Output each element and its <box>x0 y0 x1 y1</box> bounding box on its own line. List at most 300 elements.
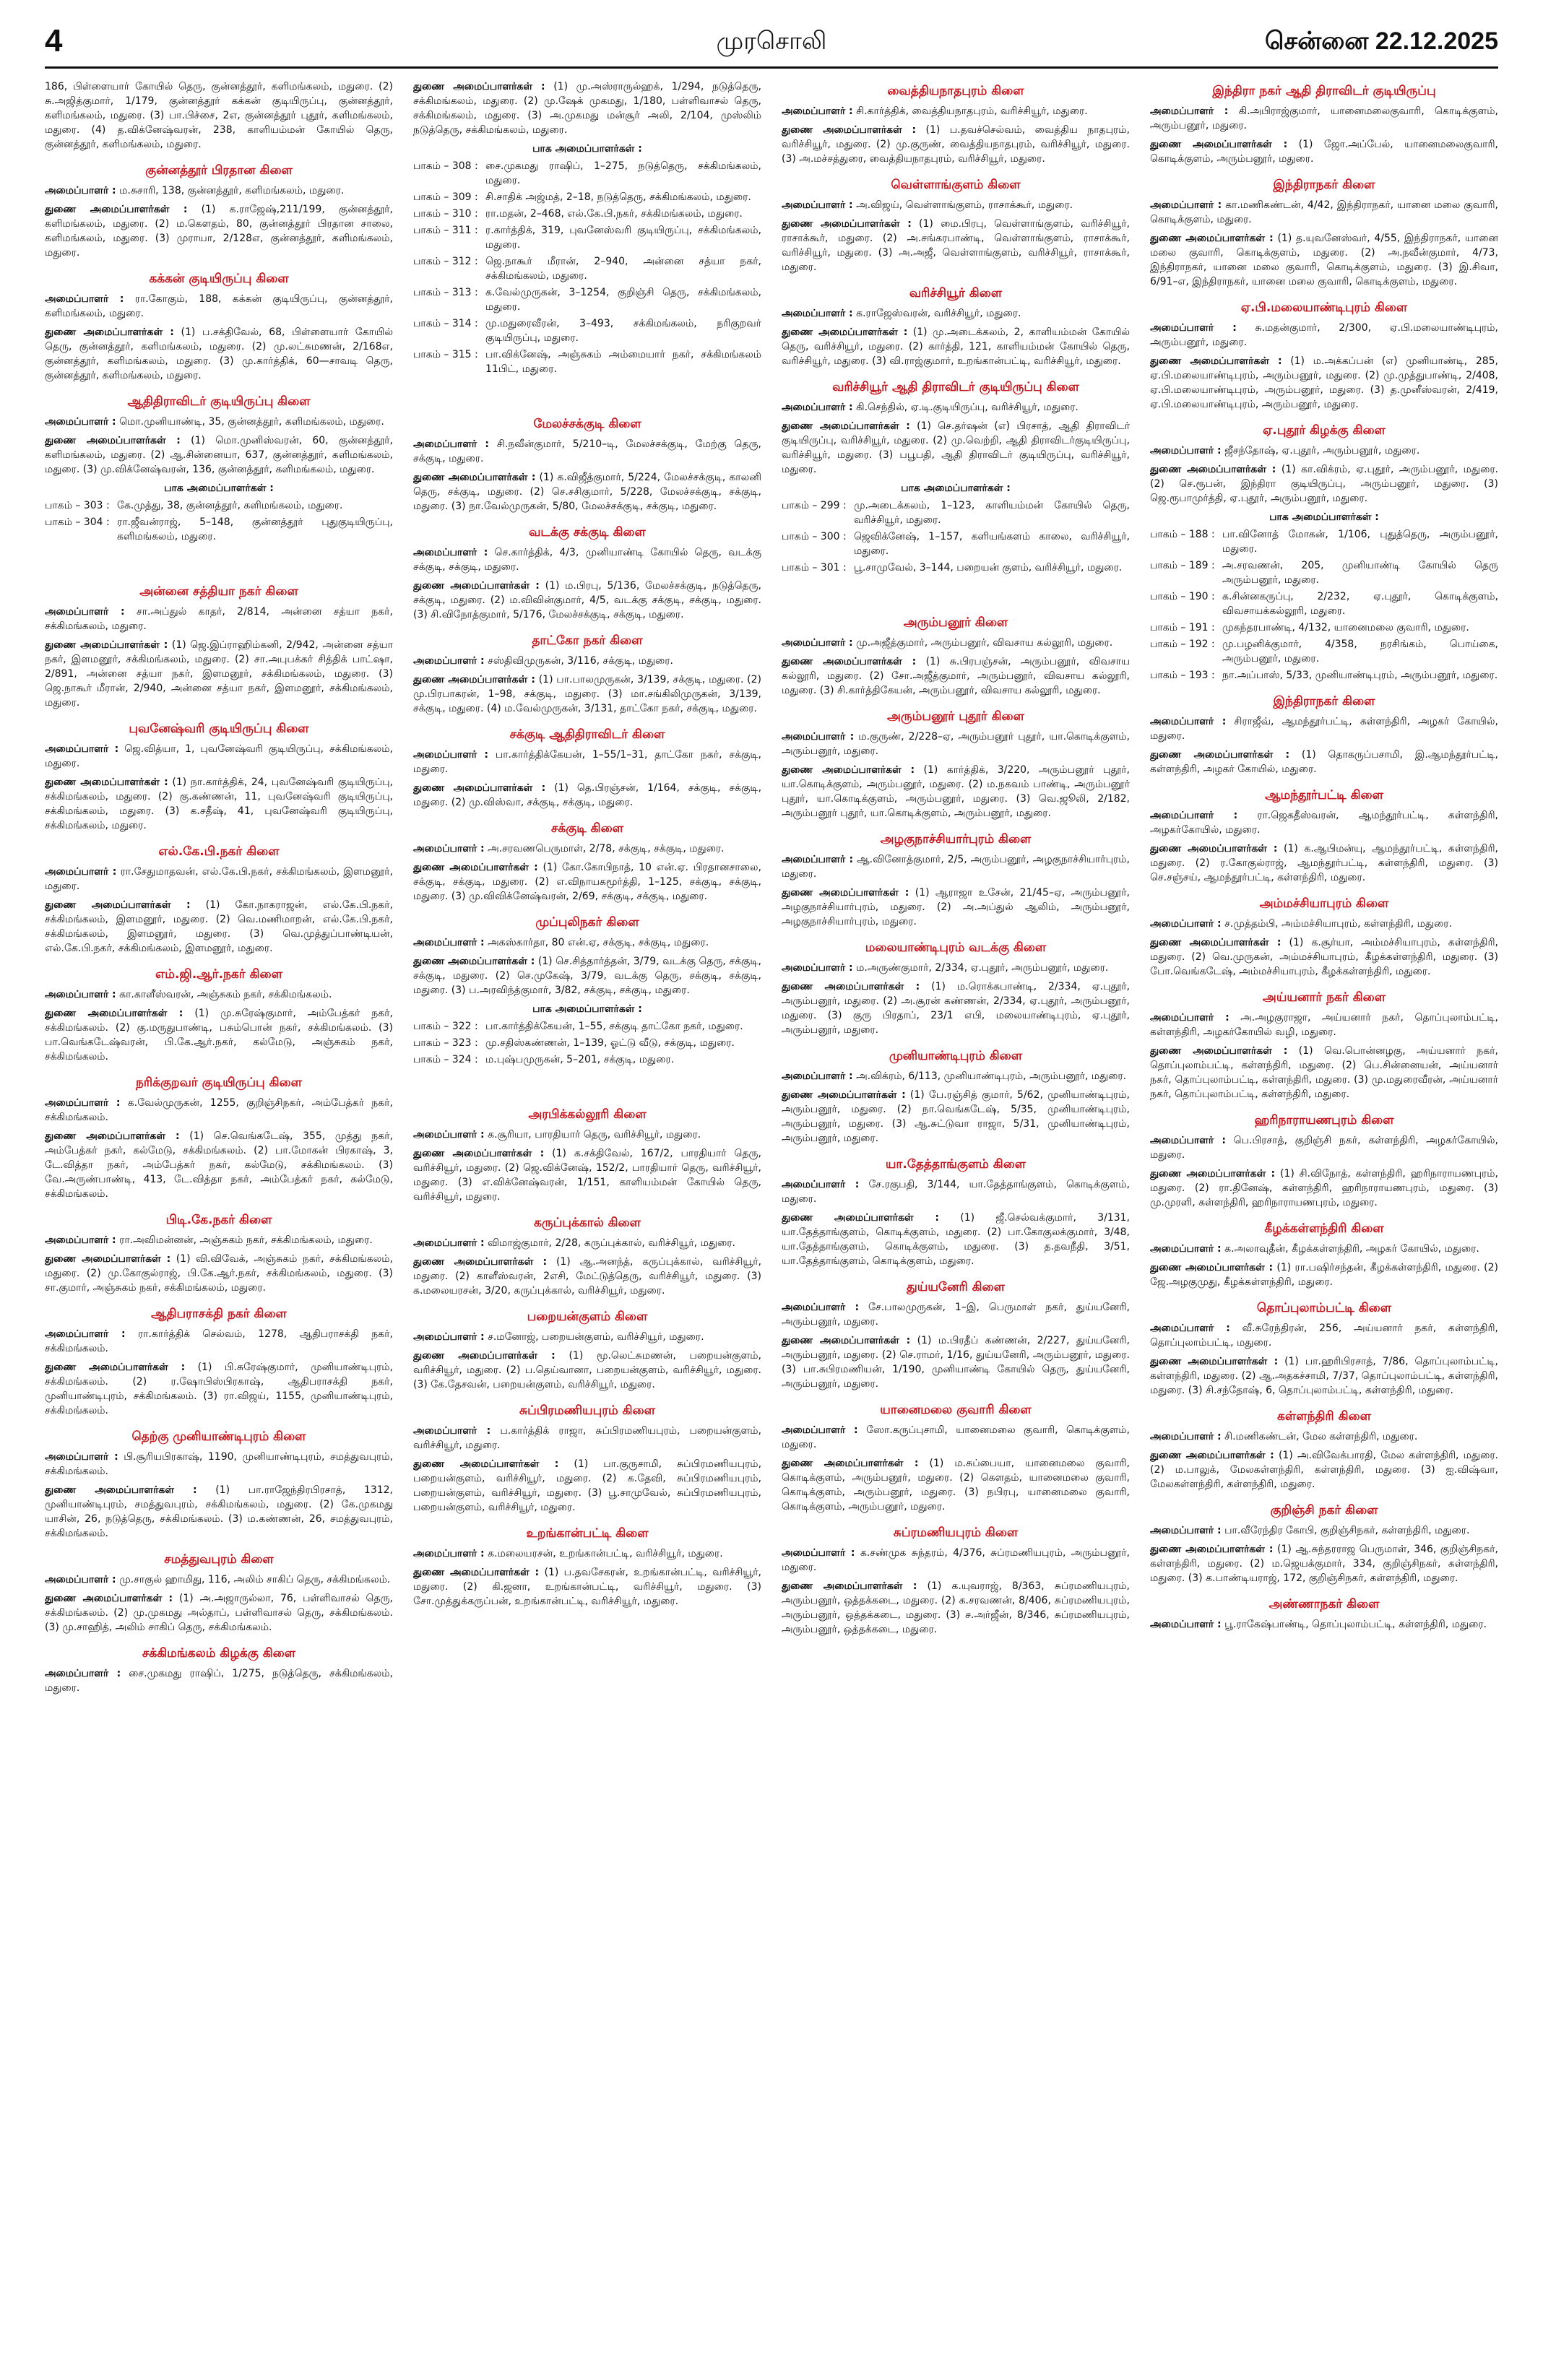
member-details: (1) செ.வெங்கடேஷ், 355, முத்து நகர், அம்பேத்கர் நகர், கல்மேடு, சக்கிமங்கலம். (2) பா.மோகன் பிரகாஷ், 3, டே.வித்தா நகர், அம்பேத்கர் நகர், கல்மேடு, சக்கிமங்கலம். (3) வே.அருண்பாண்டி, 413, டே.வித்தா நகர், அம்பேத்கர் நகர், கல்மேடு, சக்கிமங்கலம். <box>45 1130 393 1200</box>
office-bearer-entry <box>45 1233 393 1247</box>
office-bearer-entry <box>45 1483 393 1541</box>
role-label: அமைப்பாளர் : <box>413 749 488 761</box>
role-label: துணை அமைப்பாளர்கள் : <box>45 1008 183 1019</box>
role-label: அமைப்பாளர் : <box>782 1070 853 1082</box>
role-label: துணை அமைப்பாளர்கள் : <box>413 81 545 92</box>
office-bearer-entry <box>413 1255 761 1298</box>
role-label: அமைப்பாளர் : <box>1150 105 1229 117</box>
office-bearer-entry <box>45 742 393 771</box>
continued-text: 186, பிள்ளையார் கோயில் தெரு, குன்னத்தூர், களிமங்கலம், மதுரை. (2) சு.அஜித்குமார், 1/179, குன்னத்தூர் கக்கன் குடியிருப்பு, குன்னத்தூர், களிமங்கலம், மதுரை. (3) பா.பிச்சை, 2எ, குன்னத்தூர் புதூர், களிமங்கலம், மதுரை. (4) த.விக்னேஷ்வரன், 238, காளியம்மன் கோயில் தெரு, குன்னத்தூர், களிமங்கலம், மதுரை. <box>45 81 393 150</box>
branch-block <box>1150 176 1498 289</box>
branch-heading: முனியாண்டிபுரம் கிளை <box>889 1049 1023 1063</box>
member-details: க.சண்முக சுந்தரம், 4/376, சுப்ரமணியபுரம், அரும்பனூர், மதுரை. <box>782 1547 1130 1573</box>
member-details: ஜெ.வித்யா, 1, புவனேஷ்வரி குடியிருப்பு, சக்கிமங்கலம், மதுரை. <box>45 743 393 769</box>
office-bearer-entry <box>782 730 1130 758</box>
role-label: துணை அமைப்பாளர்கள் : <box>782 764 915 776</box>
office-bearer-entry <box>45 865 393 893</box>
role-label: துணை அமைப்பாளர்கள் : <box>413 1458 559 1470</box>
branch-heading: அய்யனார் நகர் கிளை <box>1262 990 1386 1005</box>
member-details: வீ.சுரேந்திரன், 256, அய்யனார் நகர், கள்ளந்திரி, தொப்புலாம்பட்டி, மதுரை. <box>1150 1323 1498 1349</box>
role-label: துணை அமைப்பாளர்கள் : <box>782 218 912 230</box>
role-label: அமைப்பாளர் : <box>1150 322 1237 334</box>
branch-block <box>1150 1596 1498 1632</box>
member-details: கி.செந்தில், ஏ.டி.குடியிருப்பு, வரிச்சியூர், மதுரை. <box>856 402 1079 413</box>
branch-heading: வைத்தியநாதபுரம் கிளை <box>887 84 1024 98</box>
role-label: துணை அமைப்பாளர்கள் : <box>45 1253 171 1265</box>
header-rule <box>45 66 1498 69</box>
member-details: க.சூரியா, பாரதியார் தெரு, வரிச்சியூர், மதுரை. <box>488 1129 701 1141</box>
role-label: துணை அமைப்பாளர்கள் : <box>1150 937 1281 948</box>
member-details: க.மலையரசன், உறங்கான்பட்டி, வரிச்சியூர், மதுரை. <box>488 1548 723 1559</box>
role-label: அமைப்பாளர் : <box>45 1097 121 1109</box>
member-details: (1) ம.பிரபு, 5/136, மேலச்சக்குடி, நடுத்தெரு, சக்குடி, மதுரை. (2) ம.விவின்குமார், 4/5, வடக்கு சக்குடி, சக்குடி, மதுரை. (3) சி.விநோத்குமார், 5/176, மேலச்சக்குடி, சக்குடி, மதுரை. <box>413 580 761 620</box>
ward-number: பாகம் – 188 : <box>1150 529 1215 540</box>
column-spacer <box>413 386 761 412</box>
branch-block <box>1150 1408 1498 1492</box>
ward-organisers-heading: பாக அமைப்பாளர்கள் : <box>532 143 642 155</box>
role-label: அமைப்பாளர் : <box>1150 199 1222 211</box>
article-columns <box>45 79 1498 2362</box>
ward-organiser: ஜெ.நாகூர் மீரான், 2–940, அன்னை சத்யா நகர், சக்கிமங்கலம், மதுரை. <box>485 256 761 282</box>
role-label: அமைப்பாளர் : <box>45 866 117 878</box>
office-bearer-entry <box>1150 321 1498 350</box>
role-label: அமைப்பாளர் : <box>45 989 116 1000</box>
branch-heading: ஆதிதிராவிடர் குடியிருப்பு கிளை <box>127 394 311 409</box>
member-details: சஸ்திவிமுருகன், 3/116, சக்குடி, மதுரை. <box>488 655 673 667</box>
newspaper-title: முரசொலி <box>716 27 827 56</box>
member-details: ஸோ.கருப்புசாமி, யானைமலை குவாரி, கொடிக்குளம், மதுரை. <box>782 1424 1130 1450</box>
branch-heading: சுப்பிரமணியபுரம் கிளை <box>519 1403 655 1418</box>
ward-number: பாகம் – 323 : <box>413 1037 478 1049</box>
role-label: துணை அமைப்பாளர்கள் : <box>782 326 908 338</box>
ward-organiser: ரா.மதன், 2–468, எல்.கே.பி.நகர், சக்கிமங்கலம், மதுரை. <box>485 208 743 220</box>
role-label: துணை அமைப்பாளர்கள் : <box>782 1089 906 1101</box>
office-bearer-entry <box>782 852 1130 881</box>
column-spacer <box>782 585 1130 611</box>
ward-entry <box>413 1019 761 1034</box>
role-label: அமைப்பாளர் : <box>1150 810 1238 821</box>
branch-heading: பறையன்குளம் கிளை <box>527 1310 648 1324</box>
masthead <box>45 20 1498 62</box>
branch-block <box>45 1074 393 1201</box>
ward-number: பாகம் – 309 : <box>413 191 478 203</box>
branch-heading: யா.தேத்தாங்குளம் கிளை <box>885 1157 1026 1172</box>
branch-heading: கள்ளந்திரி கிளை <box>1277 1409 1371 1424</box>
column-spacer <box>413 1077 761 1103</box>
branch-block <box>413 524 761 622</box>
office-bearer-entry <box>413 672 761 716</box>
office-bearer-entry <box>782 325 1130 368</box>
branch-block <box>413 726 761 810</box>
role-label: துணை அமைப்பாளர்கள் : <box>413 674 535 685</box>
member-details: (1) கா.விக்ரம், ஏ.புதூர், அரும்பனூர், மதுரை. (2) செ.ரூபன், இந்திரா குடியிருப்பு, அரும்பனூர், மதுரை. (3) ஜெ.ரூபாமுர்த்தி, ஏ.புதூர், அரும்பனூர், மதுரை. <box>1150 464 1498 504</box>
role-label: துணை அமைப்பாளர்கள் : <box>413 862 538 873</box>
branch-block <box>413 1214 761 1298</box>
member-details: மு.சாகுல் ஹாமிது, 116, அலிம் சாகிப் தெரு, சக்கிமங்கலம். <box>119 1574 391 1585</box>
office-bearer-entry <box>1150 1429 1498 1444</box>
ward-organiser: பா.விக்னேஷ், அஞ்சுகம் அம்மையார் நகர், சக்கிமங்கலம் 11பிட், மதுரை. <box>485 349 761 375</box>
branch-heading: எம்.ஜி.ஆர்.நகர் கிளை <box>155 967 282 982</box>
role-label: துணை அமைப்பாளர்கள் : <box>413 580 540 592</box>
office-bearer-entry <box>1150 935 1498 979</box>
ward-number: பாகம் – 191 : <box>1150 622 1215 633</box>
ward-organisers-heading: பாக அமைப்பாளர்கள் : <box>901 483 1011 494</box>
ward-organiser: பூ.சாமுவேல், 3–144, பறையன் குளம், வரிச்சியூர், மதுரை. <box>854 562 1123 574</box>
member-details: (1) ஜெ.இப்ராஹிம்கனி, 2/942, அன்னை சத்யா நகர், இளமனூர், சக்கிமங்கலம், மதுரை. (2) சா.அபுபக்கர் சித்திக் பாட்ஷா, 2/891, அன்னை சத்யா நகர், இளமனூர், சக்கிமங்கலம், மதுரை. (3) ஜெ.நாகூர் மீரான், 2/940, அன்னை சத்யா நகர், இளமனூர், சக்கிமங்கலம், மதுரை. <box>45 639 393 709</box>
office-bearer-entry <box>782 1211 1130 1268</box>
branch-heading: சமத்துவபுரம் கிளை <box>164 1552 274 1567</box>
office-bearer-entry <box>1150 137 1498 166</box>
branch-block <box>1150 989 1498 1102</box>
branch-block <box>782 285 1130 368</box>
role-label: அமைப்பாளர் : <box>413 438 490 450</box>
office-bearer-entry <box>782 123 1130 166</box>
branch-block <box>782 614 1130 698</box>
office-bearer-entry <box>782 1177 1130 1206</box>
member-details: (1) தொகருப்பசாமி, இ.ஆமந்தூர்பட்டி, கள்ளந்திரி, அழகர் கோயில், மதுரை. <box>1150 749 1498 775</box>
member-details: ரா.ஜெகதீஸ்வரன், ஆமந்தூர்பட்டி, கள்ளந்திரி, அழகர்கோயில், மதுரை. <box>1150 810 1498 836</box>
member-details: (1) சி.விநோத், கள்ளந்திரி, ஹரிநாராயணபுரம், மதுரை. (2) ரா.தினேஷ், கள்ளந்திரி, ஹரிநாராயணபுரம், மதுரை. (3) மு.முரளி, கள்ளந்திரி, ஹரிநாராயணபுரம், மதுரை. <box>1150 1168 1498 1208</box>
branch-block <box>45 1211 393 1295</box>
ward-number: பாகம் – 322 : <box>413 1021 478 1032</box>
member-details: கா.காளீஸ்வரன், அஞ்சுகம் நகர், சக்கிமங்கலம். <box>119 989 332 1000</box>
member-details: சு.மதன்குமார், 2/300, ஏ.பி.மலையாண்டிபுரம், அரும்பனூர், மதுரை. <box>1150 322 1498 348</box>
ward-organiser: மு.பழனிக்குமார், 4/358, நரசிங்கம், பொய்கை, அரும்பனூர், மதுரை. <box>1222 639 1498 665</box>
role-label: அமைப்பாளர் : <box>45 1574 116 1585</box>
branch-heading: வடக்கு சக்குடி கிளை <box>529 525 646 540</box>
member-details: (1) ம.ரொக்கபாண்டி, 2/334, ஏ.புதூர், அரும்பனூர், மதுரை. (2) அ.சூரன் கண்ணன், 2/334, ஏ.புதூர், அரும்பனூர், மதுரை. (3) குரு பிரதாப், 23/1 எபி, மலையாண்டிபுரம், ஏ.புதூர், அரும்பனூர், மதுரை. <box>782 981 1130 1036</box>
office-bearer-entry <box>413 1146 761 1204</box>
role-label: அமைப்பாளர் : <box>782 308 853 319</box>
office-bearer-entry <box>413 1128 761 1142</box>
office-bearer-entry <box>413 654 761 668</box>
ward-organiser: மு.அடைக்கலம், 1–123, காளியம்மன் கோயில் தெரு, வரிச்சியூர், மதுரை. <box>854 500 1130 526</box>
role-label: துணை அமைப்பாளர்கள் : <box>413 1148 545 1159</box>
member-details: பெ.பிரசாத், குறிஞ்சி நகர், கள்ளந்திரி, அழகர்கோயில், மதுரை. <box>1150 1135 1498 1161</box>
member-details: மு.அஜீத்குமார், அரும்பனூர், விவசாய கல்லூரி, மதுரை. <box>856 637 1113 649</box>
branch-block <box>45 583 393 710</box>
office-bearer-entry <box>45 1006 393 1064</box>
branch-heading: சக்கிமங்கலம் கிழக்கு கிளை <box>142 1646 296 1661</box>
branch-block <box>413 1308 761 1392</box>
member-details: சே.ரகுபதி, 3/144, யா.தேத்தாங்குளம், கொடிக்குளம், மதுரை. <box>782 1179 1130 1205</box>
office-bearer-entry <box>413 545 761 574</box>
member-details: (1) க.விஜீத்குமார், 5/224, மேலச்சக்குடி, காலனி தெரு, சக்குடி, மதுரை. (2) செ.சசிகுமார், 5/228, மேலச்சக்குடி, சக்குடி, மதுரை. (3) நா.வேல்முருகன், 5/80, மேலச்சக்குடி, சக்குடி, மதுரை. <box>413 472 761 512</box>
member-details: (1) க.சக்திவேல், 167/2, பாரதியார் தெரு, வரிச்சியூர், மதுரை. (2) ஜெ.விக்னேஷ், 152/2, பாரதியார் தெரு, வரிச்சியூர், மதுரை. (3) எ.விக்னேஷ்வரன், 1/151, காளியம்மன் கோயில் தெரு, வரிச்சியூர், மதுரை. <box>413 1148 761 1203</box>
office-bearer-entry <box>45 1666 393 1695</box>
ward-organiser: ர.கார்த்திக், 319, புவனேஸ்வரி குடியிருப்பு, சக்கிமங்கலம், மதுரை. <box>485 225 761 251</box>
branch-heading: இந்திராநகர் கிளை <box>1273 178 1375 192</box>
member-details: (1) கோ.நாகராஜன், எல்.கே.பி.நகர், சக்கிமங்கலம், இளமனூர், மதுரை. (2) வெ.மணிமாறன், எல்.கே.பி.நகர், சக்கிமங்கலம், இளமனூர், மதுரை. (3) வெ.முத்துப்பாண்டியன், எல்.கே.பி.நகர், சக்கிமங்கலம், இளமனூர், மதுரை. <box>45 899 393 954</box>
branch-block <box>782 378 1130 575</box>
member-details: (1) பா.பாலமுருகன், 3/139, சக்குடி, மதுரை. (2) மு.பிரபாகரன், 1–98, சக்குடி, மதுரை. (3) மா.சங்கிலிமுருகன், 3/139, சக்குடி, மதுரை. (4) ம.வேல்முருகன், 3/131, தாட்கோ நகர், சக்குடி, மதுரை. <box>413 674 761 714</box>
role-label: துணை அமைப்பாளர்கள் : <box>413 1256 548 1268</box>
role-label: அமைப்பாளர் : <box>1150 445 1222 456</box>
member-details: (1) த.யுவனேஸ்வர், 4/55, இந்திராநகர், யானை மலை குவாரி, கொடிக்குளம், மதுரை. (2) அ.நவீன்குமார், 4/73, இந்திராநகர், யானை மலை குவாரி, கொடிக்குளம், மதுரை. (3) இ.சிவா, 6/91–எ, இந்திராநகர், யானை மலை குவாரி, கொடிக்குளம், மதுரை. <box>1150 233 1498 287</box>
branch-heading: அரும்பனூர் கிளை <box>903 615 1008 630</box>
branch-heading: ஆமந்தூர்பட்டி கிளை <box>1265 788 1383 802</box>
member-details: அ.சரவணபெருமாள், 2/78, சக்குடி, சக்குடி, மதுரை. <box>488 843 725 854</box>
ward-entry <box>1150 668 1498 683</box>
office-bearer-entry <box>45 775 393 833</box>
ward-organiser: மு.மதுரைவீரன், 3–493, சக்கிமங்கலம், நரிகுறவர் குடியிருப்பு, மதுரை. <box>485 318 761 344</box>
role-label: துணை அமைப்பாளர்கள் : <box>45 639 168 651</box>
office-bearer-entry <box>413 1424 761 1453</box>
branch-block <box>782 939 1130 1037</box>
role-label: துணை அமைப்பாளர்கள் : <box>1150 843 1278 854</box>
office-bearer-entry <box>782 636 1130 650</box>
role-label: துணை அமைப்பாளர்கள் : <box>782 887 909 899</box>
member-details: ரா.அவிமன்னன், அஞ்சுகம் நகர், சக்கிமங்கலம், மதுரை. <box>119 1234 373 1246</box>
ward-number: பாகம் – 308 : <box>413 160 478 172</box>
ward-number: பாகம் – 192 : <box>1150 639 1215 650</box>
office-bearer-entry <box>45 638 393 710</box>
role-label: துணை அமைப்பாளர்கள் : <box>1150 1262 1274 1273</box>
office-bearer-entry <box>1150 104 1498 133</box>
role-label: அமைப்பாளர் : <box>1150 918 1222 930</box>
role-label: துணை அமைப்பாளர்கள் : <box>45 1130 180 1142</box>
branch-block <box>782 831 1130 929</box>
member-details: (1) ஆ.அனந்த், கருப்புக்கால், வரிச்சியூர், மதுரை. (2) காளீஸ்வரன், 2எசி, மேட்டுத்தெரு, வரிச்சியூர், மதுரை. (3) க.மலையரசன், 3/20, கருப்புக்கால், வரிச்சியூர், மதுரை. <box>413 1256 761 1297</box>
office-bearer-entry <box>782 1069 1130 1083</box>
member-details: (1) செ.சித்தார்த்தன், 3/79, வடக்கு தெரு, சக்குடி, சக்குடி, மதுரை. (2) செ.முகேஷ், 3/79, வடக்கு தெரு, சக்குடி, சக்குடி, மதுரை. (3) ப.அரவிந்த்குமார், 3/82, சக்குடி, சக்குடி, மதுரை. <box>413 956 761 996</box>
ward-number: பாகம் – 190 : <box>1150 591 1215 602</box>
ward-organiser: பா.கார்த்திக்கேயன், 1–55, சக்குடி தாட்கோ நகர், மதுரை. <box>485 1021 743 1032</box>
branch-heading: அன்னை சத்தியா நகர் கிளை <box>139 584 298 599</box>
member-details: க.வேல்முருகன், 1255, குறிஞ்சிநகர், அம்பேத்கர் நகர், சக்கிமங்கலம். <box>45 1097 393 1123</box>
ward-number: பாகம் – 312 : <box>413 256 478 267</box>
role-label: அமைப்பாளர் : <box>782 731 855 743</box>
role-label: அமைப்பாளர் : <box>413 1237 485 1249</box>
branch-block <box>782 1278 1130 1391</box>
branch-block <box>45 79 393 152</box>
member-details: (1) பி.சுரேஷ்குமார், முனியாண்டிபுரம், சக்கிமங்கலம். (2) ர.ஷோபிஸ்பிரகாஷ், ஆதிபராசக்தி நகர், முனியாண்டிபுரம், சக்கிமங்கலம். (3) ரா.விஜய், 1155, முனியாண்டிபுரம், சக்கிமங்கலம். <box>45 1362 393 1416</box>
ward-entry <box>1150 527 1498 556</box>
branch-block <box>45 270 393 383</box>
ward-entry <box>45 515 393 544</box>
branch-block <box>782 1156 1130 1268</box>
office-bearer-entry <box>782 763 1130 821</box>
ward-number: பாகம் – 314 : <box>413 318 478 329</box>
branch-block <box>45 1305 393 1418</box>
branch-block <box>413 1106 761 1204</box>
office-bearer-entry <box>1150 1617 1498 1632</box>
member-details: (1) ம.அக்கப்பன் (எ) முனியாண்டி, 285, ஏ.பி.மலையாண்டிபுரம், அரும்பனூர், மதுரை. (2) மு.முத்துபாண்டி, 2/408, ஏ.பி.மலையாண்டிபுரம், அரும்பனூர், மதுரை. (3) த.முனீஸ்வரன், 2/419, ஏ.பி.மலையாண்டிபுரம், அரும்பனூர், மதுரை. <box>1150 355 1498 410</box>
office-bearer-entry <box>782 217 1130 274</box>
role-label: அமைப்பாளர் : <box>1150 1619 1222 1630</box>
ward-entry <box>413 316 761 345</box>
office-bearer-entry <box>45 1591 393 1635</box>
role-label: அமைப்பாளர் : <box>45 1668 121 1679</box>
office-bearer-entry <box>45 898 393 956</box>
office-bearer-entry <box>782 654 1130 698</box>
branch-heading: அழகுநாச்சியார்புரம் கிளை <box>880 832 1032 847</box>
ward-organiser: மு.சதிஸ்கண்ணன், 1–139, ஓட்டு வீடு, சக்குடி, மதுரை. <box>485 1037 735 1049</box>
ward-entry <box>1150 558 1498 587</box>
ward-organiser: சி.சாதிக் அஜ்மத், 2–18, நடுத்தெரு, சக்கிமங்கலம், மதுரை. <box>485 191 751 203</box>
office-bearer-entry <box>782 1423 1130 1452</box>
member-details: ம.அருண்குமார், 2/334, ஏ.புதூர், அரும்பனூர், மதுரை. <box>856 962 1109 974</box>
office-bearer-entry <box>45 987 393 1002</box>
ward-entry <box>413 223 761 252</box>
member-details: (1) கார்த்திக், 3/220, அரும்பனூர் புதூர், யா.கொடிக்குளம், அரும்பனூர், மதுரை. (2) ம.நகவம் பாண்டி, அரும்பனூர் புதூர், யா.கொடிக்குளம், அரும்பனூர், மதுரை. (3) வெ.ஜூலி, 2/182, அரும்பனூர் புதூர், யா.கொடிக்குளம், அரும்பனூர், மதுரை. <box>782 764 1130 819</box>
branch-block <box>413 820 761 904</box>
ward-entry <box>413 207 761 221</box>
role-label: துணை அமைப்பாளர்கள் : <box>45 1362 186 1373</box>
member-details: மொ.முனியாண்டி, 35, குன்னத்தூர், களிமங்கலம், மதுரை. <box>119 416 384 428</box>
role-label: அமைப்பாளர் : <box>413 1425 491 1437</box>
office-bearer-entry <box>413 841 761 856</box>
branch-block <box>1150 82 1498 166</box>
role-label: துணை அமைப்பாளர்கள் : <box>413 1567 540 1578</box>
branch-heading: முப்புலிநகர் கிளை <box>535 915 639 930</box>
office-bearer-entry <box>782 1333 1130 1391</box>
member-details: (1) வி.விவேக், அஞ்சுகம் நகர், சக்கிமங்கலம், மதுரை. (2) மு.கோகுல்ராஜ், பி.கே.ஆர்.நகர், சக்கிமங்கலம், மதுரை. (3) சா.குமார், அஞ்சுகம் நகர், சக்கிமங்கலம், மதுரை. <box>45 1253 393 1294</box>
office-bearer-entry <box>782 1546 1130 1575</box>
ward-entry <box>413 1052 761 1067</box>
role-label: அமைப்பாளர் : <box>45 1328 126 1340</box>
role-label: அமைப்பாளர் : <box>1150 716 1227 727</box>
office-bearer-entry <box>1150 1448 1498 1492</box>
member-details: (1) பா.ஹரிபிரசாத், 7/86, தொப்புலாம்பட்டி, கள்ளந்திரி, மதுரை. (2) ஆ.அதகச்சாமி, 7/37, தொப்புலாம்பட்டி, கள்ளந்திரி, மதுரை. (3) சி.சந்தோஷ், 6, தொப்புலாம்பட்டி, கள்ளந்திரி, மதுரை. <box>1150 1356 1498 1396</box>
branch-heading: ஹரிநாராயணபுரம் கிளை <box>1254 1113 1394 1128</box>
role-label: அமைப்பாளர் : <box>782 854 854 865</box>
office-bearer-entry <box>782 1579 1130 1637</box>
role-label: அமைப்பாளர் : <box>1150 1431 1222 1442</box>
member-details: க.ராஜேஸ்வரன், வரிச்சியூர், மதுரை. <box>856 308 1021 319</box>
office-bearer-entry <box>413 1330 761 1344</box>
ward-number: பாகம் – 300 : <box>782 531 847 542</box>
branch-block <box>782 708 1130 821</box>
role-label: அமைப்பாளர் : <box>782 1179 860 1190</box>
branch-block <box>1150 1220 1498 1289</box>
branch-heading: நரிக்குறவர் குடியிருப்பு கிளை <box>136 1076 302 1090</box>
office-bearer-entry <box>782 1456 1130 1514</box>
branch-heading: தொப்புலாம்பட்டி கிளை <box>1256 1301 1392 1315</box>
member-details: (1) பா.ராஜேந்திரபிரசாத், 1312, முனியாண்டிபுரம், சமத்துவபுரம், சக்கிமங்கலம், மதுரை. (2) கே.முகமது யாசின், 26, நடுத்தெரு, சக்கிமங்கலம். (3) ம.கண்ணன், 26, சமத்துவபுரம், சக்கிமங்கலம். <box>45 1484 393 1539</box>
column-3 <box>782 79 1130 2362</box>
member-details: செ.கார்த்திக், 4/3, முனியாண்டி கோயில் தெரு, வடக்கு சக்குடி, சக்குடி, மதுரை. <box>413 547 761 573</box>
role-label: அமைப்பாளர் : <box>1150 1012 1229 1024</box>
role-label: அமைப்பாளர் : <box>413 1548 485 1559</box>
role-label: துணை அமைப்பாளர்கள் : <box>782 1580 917 1592</box>
role-label: துணை அமைப்பாளர்கள் : <box>1150 1450 1274 1461</box>
office-bearer-entry <box>1150 1260 1498 1289</box>
role-label: துணை அமைப்பாளர்கள் : <box>45 1593 173 1604</box>
office-bearer-entry <box>1150 198 1498 227</box>
role-label: துணை அமைப்பாளர்கள் : <box>45 899 191 911</box>
office-bearer-entry <box>413 860 761 904</box>
member-details: ஜீசந்தோஷ், ஏ.புதூர், அரும்பனூர், மதுரை. <box>1224 445 1420 456</box>
role-label: அமைப்பாளர் : <box>45 293 124 305</box>
ward-number: பாகம் – 299 : <box>782 500 847 511</box>
role-label: துணை அமைப்பாளர்கள் : <box>45 204 188 215</box>
office-bearer-entry <box>413 1546 761 1561</box>
member-details: ச.மனோஜ், பறையன்குளம், வரிச்சியூர், மதுரை. <box>488 1331 704 1343</box>
office-bearer-entry <box>782 961 1130 975</box>
branch-heading: அரும்பனூர் புதூர் கிளை <box>887 709 1024 724</box>
ward-number: பாகம் – 311 : <box>413 225 478 236</box>
role-label: அமைப்பாளர் : <box>45 416 116 428</box>
member-details: ச.முத்தம்பி, அம்மச்சியாபுரம், கள்ளந்திரி, மதுரை. <box>1224 918 1452 930</box>
office-bearer-entry <box>1150 714 1498 743</box>
office-bearer-entry <box>413 470 761 514</box>
member-details: (1) அ.விவேக்பாரதி, மேல கள்ளந்திரி, மதுரை. (2) ம.பாலுக், மேலகள்ளந்திரி, கள்ளந்திரி, மதுரை. (3) ஐ.விஷ்வா, மேலகள்ளந்திரி, கள்ளந்திரி, மதுரை. <box>1150 1450 1498 1490</box>
role-label: அமைப்பாளர் : <box>45 1234 116 1246</box>
member-details: பா.வீரேந்திர கோபி, குறிஞ்சிநகர், கள்ளந்திரி, மதுரை. <box>1224 1525 1470 1536</box>
role-label: அமைப்பாளர் : <box>782 199 853 211</box>
member-details: விமாஜ்குமார், 2/28, கருப்புக்கால், வரிச்சியூர், மதுரை. <box>488 1237 735 1249</box>
ward-entry <box>413 190 761 204</box>
ward-organiser: ம.புஷ்பமுருகன், 5–201, சக்குடி, மதுரை. <box>485 1054 675 1065</box>
branch-block <box>782 176 1130 274</box>
role-label: துணை அமைப்பாளர்கள் : <box>45 435 181 446</box>
branch-block <box>45 966 393 1064</box>
branch-heading: எல்.கே.பி.நகர் கிளை <box>158 844 280 859</box>
member-details: (1) மூ.லெட்சுமணன், பறையன்குளம், வரிச்சியூர், மதுரை. (2) ப.தெய்வானா, பறையன்குளம், வரிச்சியூர், மதுரை. (3) கே.தேசவன், பறையன்குளம், வரிச்சியூர், மதுரை. <box>413 1350 761 1390</box>
branch-block <box>1150 895 1498 979</box>
branch-block <box>413 1525 761 1609</box>
ward-number: பாகம் – 189 : <box>1150 560 1215 571</box>
ward-organisers-heading: பாக அமைப்பாளர்கள் : <box>1269 511 1379 523</box>
ward-entry <box>413 285 761 314</box>
ward-entry <box>782 498 1130 527</box>
ward-number: பாகம் – 310 : <box>413 208 478 220</box>
branch-heading: உறங்கான்பட்டி கிளை <box>526 1526 649 1541</box>
ward-number: பாகம் – 303 : <box>45 500 110 511</box>
role-label: துணை அமைப்பாளர்கள் : <box>413 472 536 483</box>
member-details: (1) வெ.பொன்னழகு, அய்யனார் நகர், தொப்புலாம்பட்டி, கள்ளந்திரி, மதுரை. (2) பெ.சின்னையன், அய்யனார் நகர், தொப்புலாம்பட்டி, கள்ளந்திரி, மதுரை. (3) மு.மதுரைவீரன், அய்யனார் நகர், தொப்புலாம்பட்டி, கள்ளந்திரி, மதுரை. <box>1150 1045 1498 1100</box>
ward-organiser: க.சின்னகருப்பு, 2/232, ஏ.புதூர், கொடிக்குளம், விவசாயக்கல்லூரி, மதுரை. <box>1222 591 1498 617</box>
member-details: (1) பா.குருசாமி, சுப்பிரமணியபுரம், பறையன்குளம், வரிச்சியூர், மதுரை. (2) க.தேவி, சுப்பிரமணியபுரம், பறையன்குளம், வரிச்சியூர், மதுரை. (3) பூ.சாமுவேல், சுப்பிரமணியபுரம், பறையன்குளம், வரிச்சியூர், மதுரை. <box>413 1458 761 1513</box>
office-bearer-entry <box>782 419 1130 477</box>
role-label: அமைப்பாளர் : <box>413 1129 485 1141</box>
ward-entry <box>782 529 1130 558</box>
member-details: ப.கார்த்திக் ராஜா, சுப்பிரமணியபுரம், பறையன்குளம், வரிச்சியூர், மதுரை. <box>413 1425 761 1451</box>
branch-heading: வரிச்சியூர் கிளை <box>909 286 1003 300</box>
member-details: (1) நா.கார்த்திக், 24, புவனேஷ்வரி குடியிருப்பு, சக்கிமங்கலம், மதுரை. (2) கு.கண்ணன், 11, புவனேஷ்வரி குடியிருப்பு, சக்கிமங்கலம், மதுரை. (3) க.சதீஷ், 41, புவனேஷ்வரி குடியிருப்பு, சக்கிமங்கலம், மதுரை. <box>45 776 393 831</box>
member-details: (1) மு.அடைக்கலம், 2, காளியம்மன் கோயில் தெரு, வரிச்சியூர், மதுரை. (2) கார்த்தி, 121, காளியம்மன் கோயில் தெரு, வரிச்சியூர், மதுரை. (3) வி.ராஜ்குமார், உறங்கான்பட்டி, வரிச்சியூர், மதுரை. <box>782 326 1130 367</box>
office-bearer-entry <box>413 1349 761 1392</box>
role-label: அமைப்பாளர் : <box>782 1424 858 1436</box>
ward-number: பாகம் – 193 : <box>1150 670 1215 681</box>
member-details: க.அலாவுதீன், கீழக்கள்ளந்திரி, அழகர் கோயில், மதுரை. <box>1224 1243 1479 1255</box>
branch-block <box>413 914 761 1067</box>
ward-organiser: பா.வினோத் மோகன், 1/106, புதுத்தெரு, அரும்பனூர், மதுரை. <box>1222 529 1498 555</box>
role-label: அமைப்பாளர் : <box>413 843 485 854</box>
member-details: கி.அபிராஜ்குமார், யானைமலைகுவாரி, கொடிக்குளம், அரும்பனூர், மதுரை. <box>1150 105 1498 131</box>
branch-heading: மேலச்சக்குடி கிளை <box>533 417 641 431</box>
ward-entry <box>1150 637 1498 666</box>
office-bearer-entry <box>782 104 1130 118</box>
member-details: சை.முகமது ராஷிப், 1/275, நடுத்தெரு, சக்கிமங்கலம், மதுரை. <box>45 1668 393 1694</box>
office-bearer-entry <box>782 1088 1130 1146</box>
member-details: (1) சு.பிரபஞ்சன், அரும்பனூர், விவசாய கல்லூரி, மதுரை. (2) சோ.அஜீத்குமார், அரும்பனூர், விவசாய கல்லூரி, மதுரை. (3) சி.கார்த்திகேயன், அரும்பனூர், விவசாய கல்லூரி, மதுரை. <box>782 656 1130 696</box>
office-bearer-entry <box>1150 1321 1498 1350</box>
office-bearer-entry <box>45 1327 393 1356</box>
member-details: அ.அழகுராஜா, அய்யனார் நகர், தொப்புலாம்பட்டி, கள்ளந்திரி, அழகர்கோயில் வழி, மதுரை. <box>1150 1012 1498 1038</box>
member-details: (1) ஆராஜா உசேன், 21/45–ஏ, அரும்பனூர், அழகுநாச்சியார்புரம், மதுரை. (2) அ.அப்துல் ஆலிம், அரும்பனூர், அழகுநாச்சியார்புரம், மதுரை. <box>782 887 1130 927</box>
role-label: அமைப்பாளர் : <box>782 1547 855 1559</box>
branch-block <box>45 1551 393 1635</box>
office-bearer-entry <box>413 954 761 998</box>
role-label: துணை அமைப்பாளர்கள் : <box>1150 464 1276 475</box>
branch-heading: துய்யனேரி கிளை <box>907 1280 1005 1294</box>
office-bearer-entry <box>413 437 761 466</box>
branch-heading: அம்மச்சியாபுரம் கிளை <box>1259 896 1389 911</box>
ward-entry <box>413 347 761 376</box>
member-details: (1) ஜீ.செல்வக்குமார், 3/131, யா.தேத்தாங்குளம், கொடிக்குளம், மதுரை. (2) பா.கோகுலக்குமார், 3/48, யா.தேத்தாங்குளம், கொடிக்குளம், மதுரை. (3) த.தவநீதி, 3/51, யா.தேத்தாங்குளம், கொடிக்குளம், மதுரை. <box>782 1212 1130 1267</box>
